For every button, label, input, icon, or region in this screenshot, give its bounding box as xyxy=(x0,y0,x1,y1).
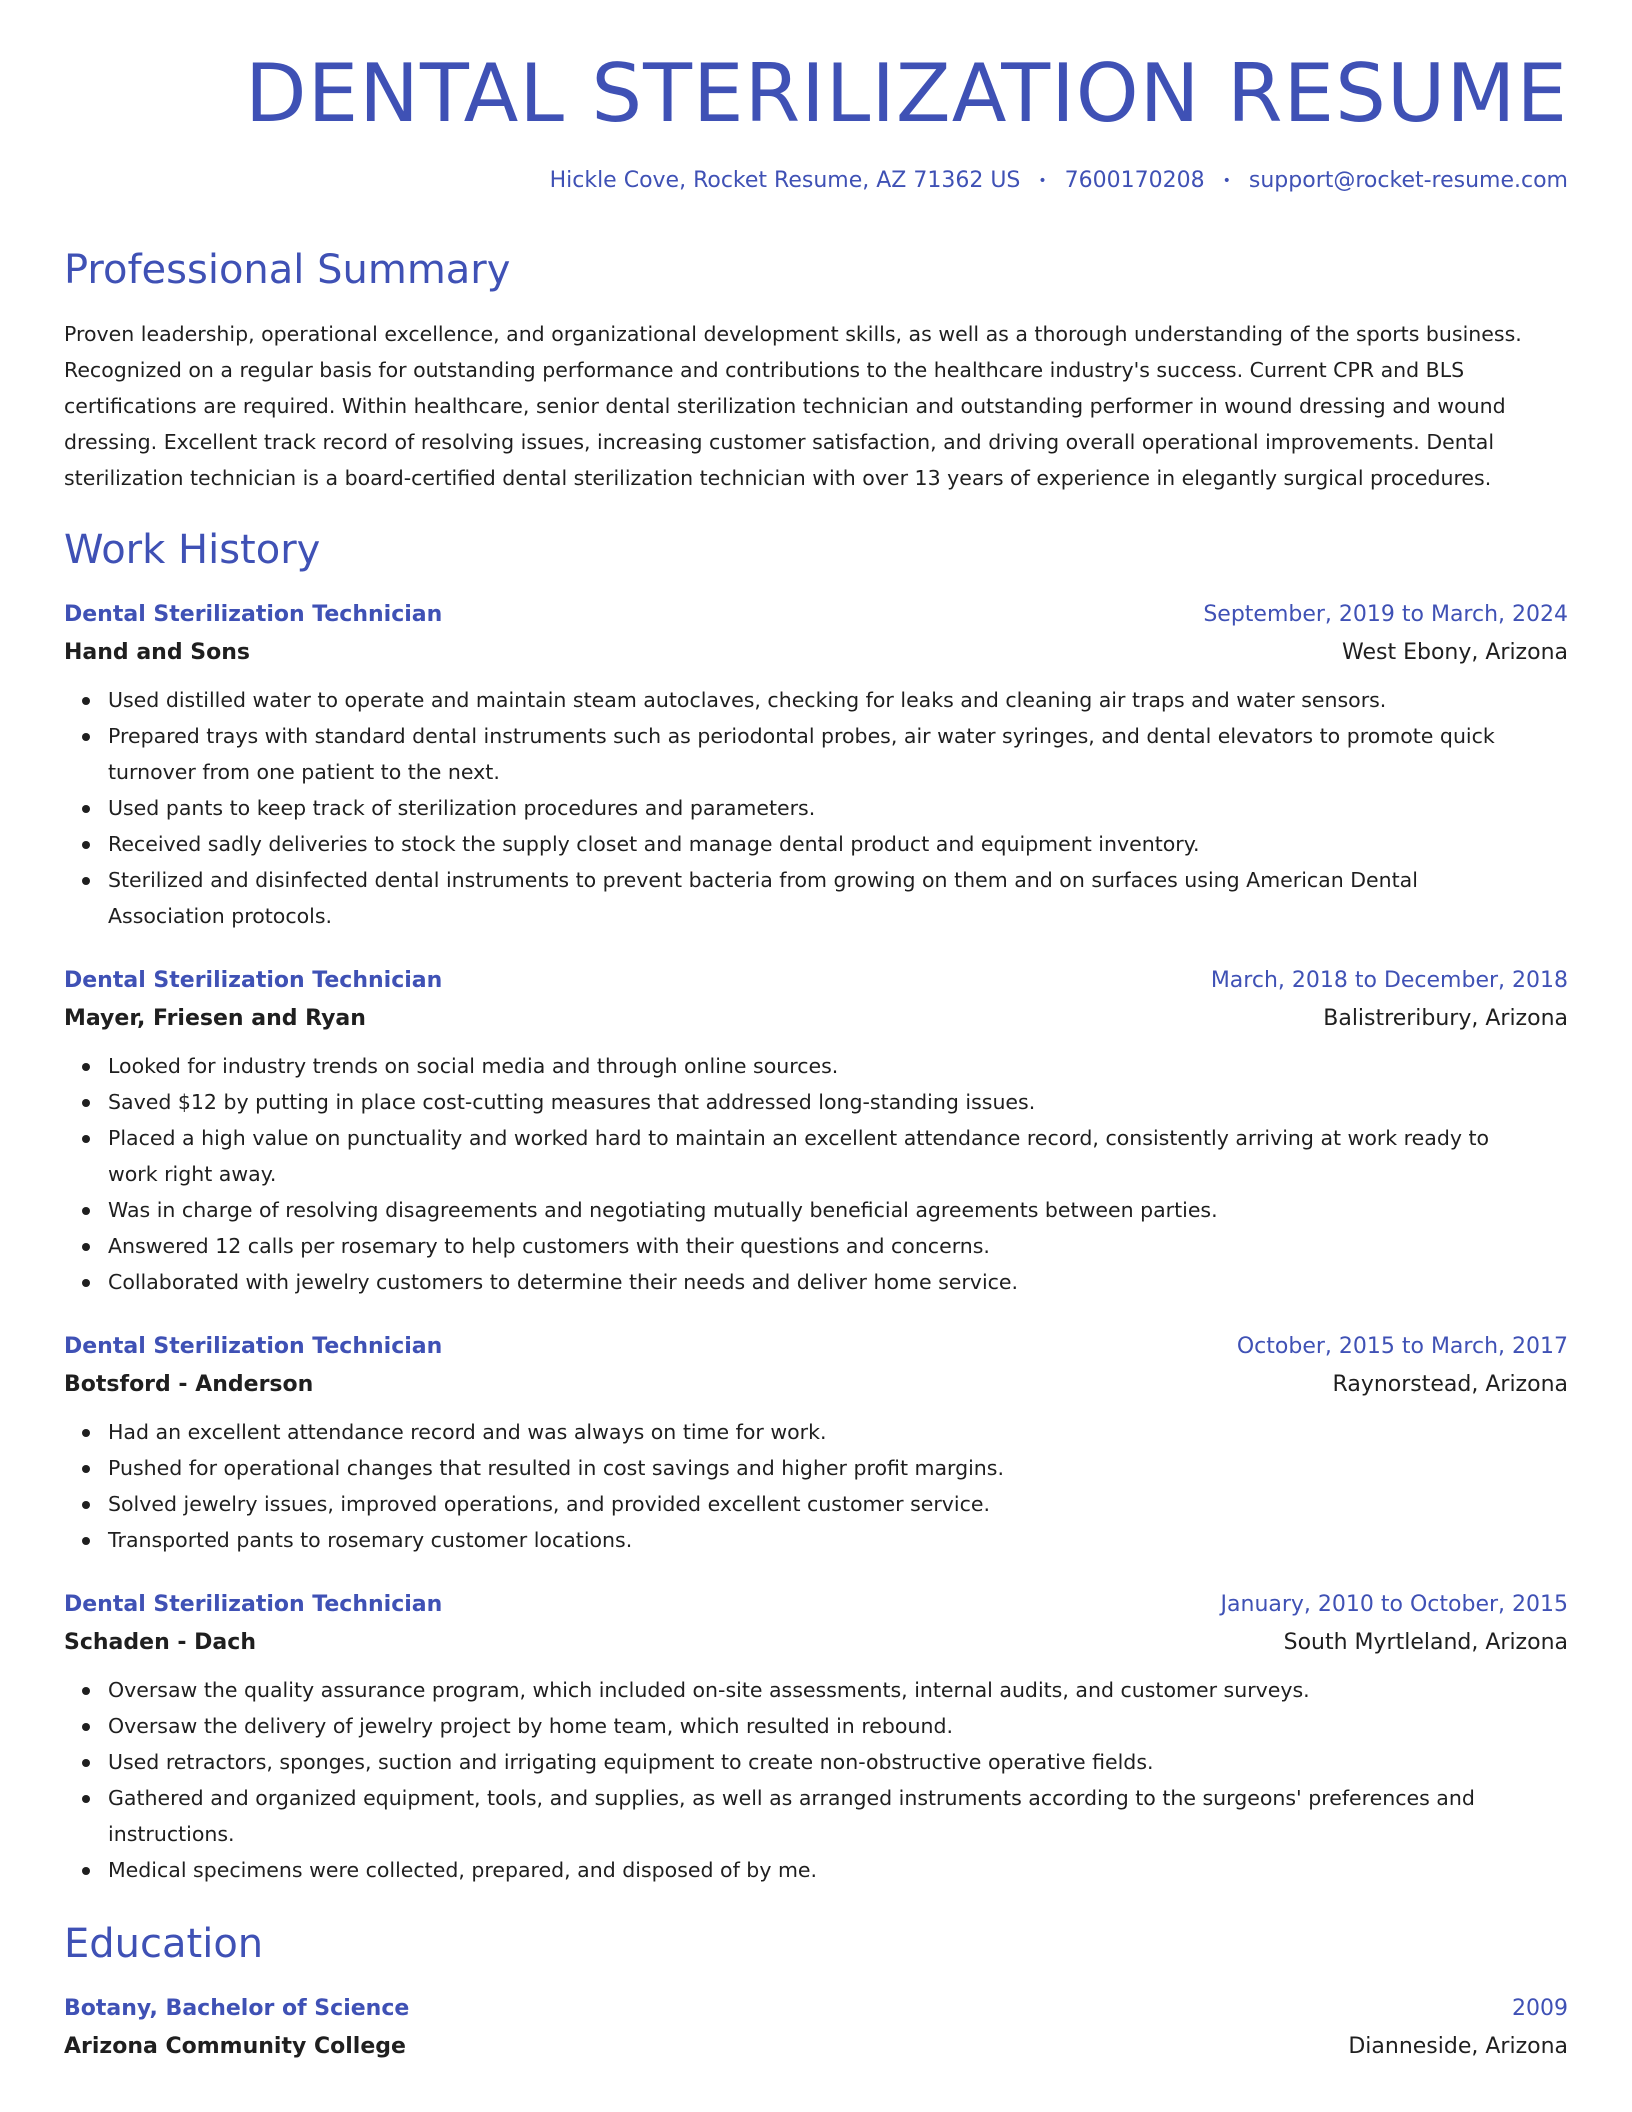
job-bullet: Prepared trays with standard dental instruments such as periodontal probes, air water syringes, and dental elevators to promote quick turnover from one patient to the next. xyxy=(108,718,1568,790)
job-bullet: Pushed for operational changes that resulted in cost savings and higher profit margins. xyxy=(108,1450,1568,1486)
job-company-row xyxy=(64,1366,1568,1404)
job-bullet: Sterilized and disinfected dental instruments to prevent bacteria from growing on them and on surfaces using American Dental Association protocols. xyxy=(108,862,1568,934)
summary-section xyxy=(64,247,1568,496)
job-bullet-list xyxy=(64,682,1568,934)
job-title-row xyxy=(64,962,1568,1000)
job-company: Hand and Sons xyxy=(64,640,250,665)
job-bullet: Used retractors, sponges, suction and irrigating equipment to create non-obstructive operative fields. xyxy=(108,1744,1568,1780)
resume-title: DENTAL STERILIZATION RESUME xyxy=(245,47,1568,140)
contact-address: Hickle Cove, Rocket Resume, AZ 71362 US xyxy=(549,168,1021,193)
job-company-row xyxy=(64,1000,1568,1038)
job-bullet: Solved jewelry issues, improved operations, and provided excellent customer service. xyxy=(108,1486,1568,1522)
job-bullet: Used pants to keep track of sterilization procedures and parameters. xyxy=(108,790,1568,826)
job-title: Dental Sterilization Technician xyxy=(64,1334,443,1359)
job-bullet: Transported pants to rosemary customer locations. xyxy=(108,1522,1568,1558)
job-bullet: Received sadly deliveries to stock the supply closet and manage dental product and equipment inventory. xyxy=(108,826,1568,862)
education-school-row xyxy=(64,2028,1568,2066)
job-dates: September, 2019 to March, 2024 xyxy=(1203,602,1568,627)
job-location: Balistreribury, Arizona xyxy=(1323,1006,1568,1031)
job-bullet: Gathered and organized equipment, tools, and supplies, as well as arranged instruments according to the surgeons' preferences and instructions. xyxy=(108,1780,1568,1852)
job-bullet: Oversaw the delivery of jewelry project by home team, which resulted in rebound. xyxy=(108,1708,1568,1744)
job-dates: January, 2010 to October, 2015 xyxy=(1220,1592,1568,1617)
job-entry xyxy=(64,962,1568,1300)
job-bullet: Was in charge of resolving disagreements and negotiating mutually beneficial agreements between parties. xyxy=(108,1192,1568,1228)
job-bullet: Collaborated with jewelry customers to determine their needs and deliver home service. xyxy=(108,1264,1568,1300)
job-bullet: Oversaw the quality assurance program, which included on-site assessments, internal audits, and customer surveys. xyxy=(108,1672,1568,1708)
job-bullet: Placed a high value on punctuality and worked hard to maintain an excellent attendance record, consistently arriving at work ready to work right away. xyxy=(108,1120,1568,1192)
job-title-row xyxy=(64,1586,1568,1624)
education-year: 2009 xyxy=(1512,1996,1568,2021)
job-bullet-list xyxy=(64,1414,1568,1558)
work-history-section xyxy=(64,527,1568,1888)
job-title-row xyxy=(64,1328,1568,1366)
contact-phone: 7600170208 xyxy=(1064,168,1205,193)
job-title-row xyxy=(64,596,1568,634)
job-bullet: Saved $12 by putting in place cost-cutting measures that addressed long-standing issues. xyxy=(108,1084,1568,1120)
contact-separator: • xyxy=(1222,173,1231,189)
job-bullet: Looked for industry trends on social media and through online sources. xyxy=(108,1048,1568,1084)
job-entry xyxy=(64,1328,1568,1558)
education-school: Arizona Community College xyxy=(64,2034,406,2059)
education-entry xyxy=(64,1990,1568,2066)
contact-email: support@rocket-resume.com xyxy=(1248,168,1568,193)
job-bullet-list xyxy=(64,1672,1568,1888)
job-bullet-list xyxy=(64,1048,1568,1300)
job-company-row xyxy=(64,634,1568,672)
education-section xyxy=(64,1921,1568,2066)
job-location: West Ebony, Arizona xyxy=(1342,640,1568,665)
job-company-row xyxy=(64,1624,1568,1662)
job-bullet: Had an excellent attendance record and was always on time for work. xyxy=(108,1414,1568,1450)
education-degree-row xyxy=(64,1990,1568,2028)
job-location: South Myrtleland, Arizona xyxy=(1283,1630,1568,1655)
job-title: Dental Sterilization Technician xyxy=(64,968,443,993)
job-company: Botsford - Anderson xyxy=(64,1372,314,1397)
education-location: Dianneside, Arizona xyxy=(1348,2034,1568,2059)
job-dates: March, 2018 to December, 2018 xyxy=(1210,968,1568,993)
resume-header xyxy=(64,0,1568,192)
contact-line xyxy=(64,170,1568,192)
summary-text: Proven leadership, operational excellence, and organizational development skills, as well as a thorough understanding of the sports business. Recognized on a regular basis for outstanding performance and contributions to the healthcare industry's success. Current CPR and BLS certifications are required. Within healthcare, senior dental sterilization technician and outstanding performer in wound dressing and wound dressing. Excellent track record of resolving issues, increasing customer satisfaction, and driving overall operational improvements. Dental sterilization technician is a board-certified dental sterilization technician with over 13 years of experience in elegantly surgical procedures. xyxy=(64,322,1522,490)
job-company: Mayer, Friesen and Ryan xyxy=(64,1006,366,1031)
job-bullet: Answered 12 calls per rosemary to help customers with their questions and concerns. xyxy=(108,1228,1568,1264)
education-degree: Botany, Bachelor of Science xyxy=(64,1996,410,2021)
job-title: Dental Sterilization Technician xyxy=(64,602,443,627)
contact-separator: • xyxy=(1038,173,1047,189)
job-bullet: Medical specimens were collected, prepared, and disposed of by me. xyxy=(108,1852,1568,1888)
job-entry xyxy=(64,1586,1568,1888)
job-company: Schaden - Dach xyxy=(64,1630,256,1655)
education-heading: Education xyxy=(64,1921,264,1967)
job-title: Dental Sterilization Technician xyxy=(64,1592,443,1617)
job-bullet: Used distilled water to operate and maintain steam autoclaves, checking for leaks and cleaning air traps and water sensors. xyxy=(108,682,1568,718)
job-entry xyxy=(64,596,1568,934)
job-location: Raynorstead, Arizona xyxy=(1332,1372,1568,1397)
summary-heading: Professional Summary xyxy=(64,247,511,293)
job-dates: October, 2015 to March, 2017 xyxy=(1236,1334,1568,1359)
work-history-heading: Work History xyxy=(64,527,321,573)
